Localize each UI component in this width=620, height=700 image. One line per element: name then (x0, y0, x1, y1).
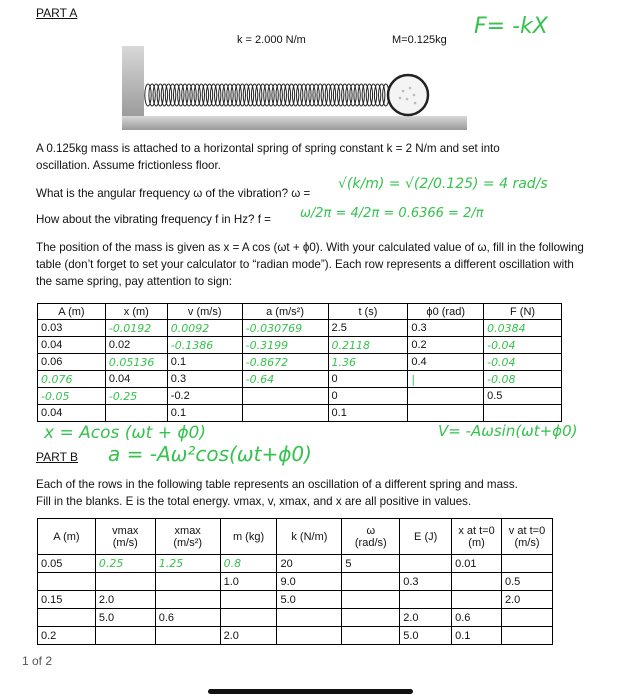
table-cell[interactable]: 9.0 (277, 573, 342, 591)
table-cell[interactable] (277, 627, 342, 645)
table-cell[interactable] (408, 405, 484, 422)
home-indicator[interactable] (208, 689, 413, 694)
table-cell[interactable]: 0.06 (38, 354, 106, 371)
table-cell[interactable]: -0.030769 (242, 320, 328, 337)
table-cell[interactable]: -0.64 (242, 371, 328, 388)
table-cell[interactable]: 0.1 (452, 627, 502, 645)
table-row (38, 609, 553, 627)
handwritten-force-law: F= -kX (474, 14, 548, 39)
table-header-row (38, 519, 553, 555)
table-row (38, 573, 553, 591)
column-header: A (m) (38, 519, 96, 555)
table-cell[interactable] (342, 609, 400, 627)
column-header: k (N/m) (277, 519, 342, 555)
table-cell[interactable]: -0.08 (484, 371, 562, 388)
table-cell[interactable] (452, 573, 502, 591)
part-a-intro: A 0.125kg mass is attached to a horizontal spring of spring constant k = 2 N/m and set into oscillation. Assume frictionless floor. (36, 142, 500, 172)
table-cell[interactable]: -0.25 (105, 388, 167, 405)
question-angular-frequency: What is the angular frequency ω of the vibration? ω = (36, 187, 311, 200)
table-cell[interactable] (105, 405, 167, 422)
table-cell[interactable]: 1.25 (155, 555, 220, 573)
handwritten-velocity-formula: V= -Aωsin(ωt+ϕ0) (438, 422, 578, 440)
column-header: F (N) (484, 304, 562, 320)
table-header-row (38, 304, 562, 320)
table-cell[interactable]: -0.04 (484, 354, 562, 371)
column-header: a (m/s²) (242, 304, 328, 320)
table-cell[interactable]: 0.01 (452, 555, 502, 573)
table-cell[interactable]: 0.0384 (484, 320, 562, 337)
table-cell[interactable]: 20 (277, 555, 342, 573)
handwritten-omega-answer: √(k/m) = √(2/0.125) = 4 rad/s (338, 176, 548, 192)
handwritten-position-formula: x = Acos (ωt + ϕ0) (44, 423, 206, 443)
table-cell[interactable] (220, 609, 277, 627)
table-cell[interactable]: 2.0 (400, 609, 452, 627)
table-cell[interactable]: -0.3199 (242, 337, 328, 354)
table-cell[interactable]: 0.05136 (105, 354, 167, 371)
table-cell[interactable]: 0.2 (408, 337, 484, 354)
table-cell[interactable] (502, 609, 553, 627)
table-cell[interactable]: -0.04 (484, 337, 562, 354)
table-cell[interactable] (342, 591, 400, 609)
table-cell[interactable] (342, 573, 400, 591)
table-cell[interactable]: 0.03 (38, 320, 106, 337)
table-cell[interactable]: 5.0 (400, 627, 452, 645)
table-cell[interactable]: 0.6 (155, 609, 220, 627)
column-header: xmax (m/s²) (155, 519, 220, 555)
table-cell[interactable] (452, 591, 502, 609)
table-cell[interactable] (155, 573, 220, 591)
table-cell[interactable]: 0.5 (502, 573, 553, 591)
table-cell[interactable] (242, 388, 328, 405)
table-cell[interactable] (242, 405, 328, 422)
page-indicator: 1 of 2 (22, 654, 53, 668)
spring-figure (120, 28, 470, 133)
table-cell[interactable]: 0.1 (167, 354, 242, 371)
table-cell[interactable]: 0.076 (38, 371, 106, 388)
spring-mass-drawing (120, 28, 470, 133)
table-cell[interactable]: 2.0 (502, 591, 553, 609)
part-a-table (37, 303, 562, 422)
table-cell[interactable]: 0.05 (38, 555, 96, 573)
table-cell[interactable]: 1.0 (220, 573, 277, 591)
table-cell[interactable]: 0.04 (38, 405, 106, 422)
handwritten-acceleration-formula: a = -Aω²cos(ωt+ϕ0) (108, 442, 312, 466)
table-row (38, 371, 562, 388)
position-instructions: The position of the mass is given as x = A cos (ωt + ϕ0). With your calculated value of ω, fill in the following table (don’t forget to set your calculator to “radian mode”). Each row represents a different oscillation with the same spring, pay attention to sign: (36, 241, 584, 288)
table-row (38, 405, 562, 422)
question-frequency: How about the vibrating frequency f in Hz? f = (36, 213, 271, 226)
table-cell[interactable]: 0.0092 (167, 320, 242, 337)
column-header: A (m) (38, 304, 106, 320)
table-cell[interactable] (277, 609, 342, 627)
column-header: E (J) (400, 519, 452, 555)
table-cell[interactable] (342, 627, 400, 645)
table-cell[interactable]: -0.1386 (167, 337, 242, 354)
table-cell[interactable]: 0.3 (408, 320, 484, 337)
table-cell[interactable] (408, 388, 484, 405)
table-cell[interactable]: 0.8 (220, 555, 277, 573)
table-cell[interactable]: 0.04 (105, 371, 167, 388)
table-cell[interactable]: 2.0 (95, 591, 155, 609)
table-row (38, 320, 562, 337)
table-cell[interactable]: 0.04 (38, 337, 106, 354)
table-cell[interactable]: -0.2 (167, 388, 242, 405)
table-cell[interactable]: 5.0 (277, 591, 342, 609)
table-cell[interactable]: 0.3 (167, 371, 242, 388)
table-row (38, 337, 562, 354)
table-cell[interactable]: 0.2118 (328, 337, 408, 354)
table-row (38, 388, 562, 405)
table-row (38, 627, 553, 645)
part-b-table (37, 518, 553, 645)
part-b-intro-line2: Fill in the blanks. E is the total energy. vmax, v, xmax, and x are all positive in values. (36, 495, 472, 508)
table-cell[interactable] (502, 627, 553, 645)
table-cell[interactable]: 0.3 (400, 573, 452, 591)
column-header: ϕ0 (rad) (408, 304, 484, 320)
column-header: v (m/s) (167, 304, 242, 320)
table-cell[interactable] (484, 405, 562, 422)
table-cell[interactable]: -0.05 (38, 388, 106, 405)
handwritten-frequency-answer: ω/2π = 4/2π = 0.6366 = 2/π (300, 206, 484, 221)
table-cell[interactable] (400, 591, 452, 609)
table-row (38, 354, 562, 371)
table-cell[interactable] (155, 591, 220, 609)
table-cell[interactable]: 0.25 (95, 555, 155, 573)
table-cell[interactable] (38, 573, 96, 591)
table-cell[interactable]: 0 (328, 371, 408, 388)
table-cell[interactable]: 0.02 (105, 337, 167, 354)
part-b-intro-line1: Each of the rows in the following table represents an oscillation of a different spring and mass. (36, 478, 518, 491)
table-cell[interactable]: 0.15 (38, 591, 96, 609)
table-cell[interactable] (155, 627, 220, 645)
column-header: t (s) (328, 304, 408, 320)
column-header: vmax (m/s) (95, 519, 155, 555)
column-header: v at t=0 (m/s) (502, 519, 553, 555)
table-cell[interactable] (95, 573, 155, 591)
part-a-heading: PART A (36, 6, 78, 20)
column-header: x at t=0 (m) (452, 519, 502, 555)
table-cell[interactable]: 5.0 (95, 609, 155, 627)
table-cell[interactable]: 0.5 (484, 388, 562, 405)
table-row (38, 591, 553, 609)
table-cell[interactable]: 0.1 (328, 405, 408, 422)
part-b-heading: PART B (36, 450, 79, 464)
mass-label: M=0.125kg (392, 34, 447, 46)
table-cell[interactable]: -0.0192 (105, 320, 167, 337)
table-cell[interactable] (220, 591, 277, 609)
table-cell[interactable]: | (408, 371, 484, 388)
table-cell[interactable]: -0.8672 (242, 354, 328, 371)
table-cell[interactable] (95, 627, 155, 645)
table-cell[interactable] (502, 555, 553, 573)
table-cell[interactable]: 2.0 (220, 627, 277, 645)
table-row (38, 555, 553, 573)
table-cell[interactable]: 5 (342, 555, 400, 573)
spring-constant-label: k = 2.000 N/m (237, 34, 306, 46)
table-cell[interactable] (400, 555, 452, 573)
table-cell[interactable]: 1.36 (328, 354, 408, 371)
table-cell[interactable]: 2.5 (328, 320, 408, 337)
column-header: x (m) (105, 304, 167, 320)
table-cell[interactable]: 0.2 (38, 627, 96, 645)
column-header: m (kg) (220, 519, 277, 555)
column-header: ω (rad/s) (342, 519, 400, 555)
table-cell[interactable]: 0.4 (408, 354, 484, 371)
table-cell[interactable] (38, 609, 96, 627)
table-cell[interactable]: 0.1 (167, 405, 242, 422)
table-cell[interactable]: 0.6 (452, 609, 502, 627)
table-cell[interactable]: 0 (328, 388, 408, 405)
